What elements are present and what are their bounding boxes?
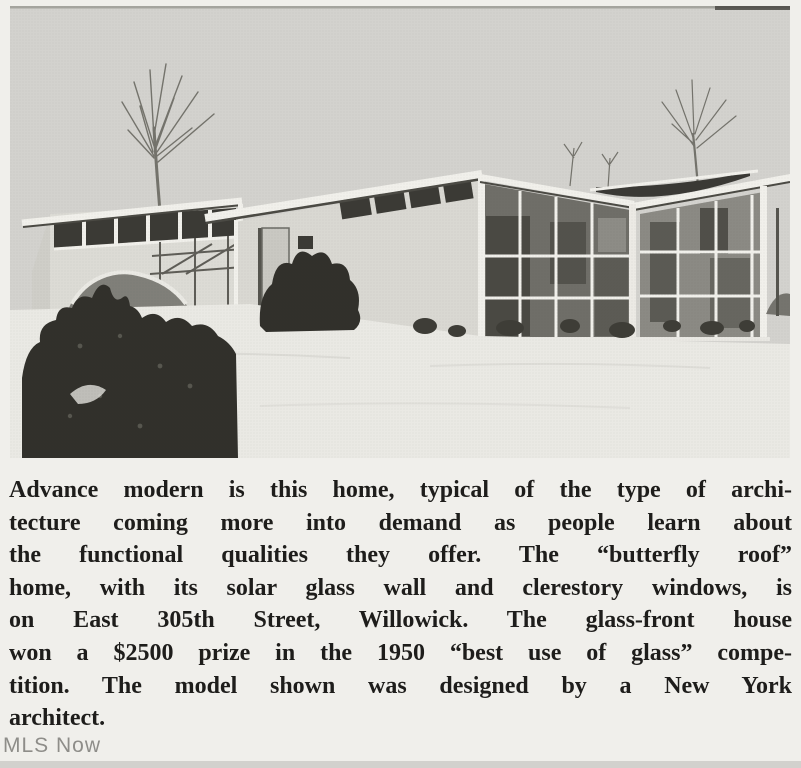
caption-line: home, with its solar glass wall and clerestory windows, is <box>9 574 792 601</box>
photo-caption <box>9 474 792 735</box>
photo-top-right-edge <box>715 6 790 10</box>
photo-illustration <box>10 6 790 458</box>
caption-line: Advance modern is this home, typical of the type of archi- <box>9 477 792 503</box>
scan-edge <box>0 761 801 768</box>
photo-top-edge <box>10 6 790 9</box>
halftone-overlay <box>10 6 790 458</box>
clipping-photo <box>10 6 790 458</box>
caption-line: won a $2500 prize in the 1950 “best use of glass” compe- <box>9 639 792 666</box>
caption-line: tition. The model shown was designed by a New York <box>9 672 792 699</box>
watermark-label: MLS Now <box>3 734 102 757</box>
caption-line: architect. <box>9 705 106 732</box>
caption-line: the functional qualities they offer. The “butterfly roof” <box>9 542 792 569</box>
caption-line: on East 305th Street, Willowick. The glass-front house <box>9 607 792 634</box>
caption-line: tecture coming more into demand as people learn about <box>9 509 792 536</box>
